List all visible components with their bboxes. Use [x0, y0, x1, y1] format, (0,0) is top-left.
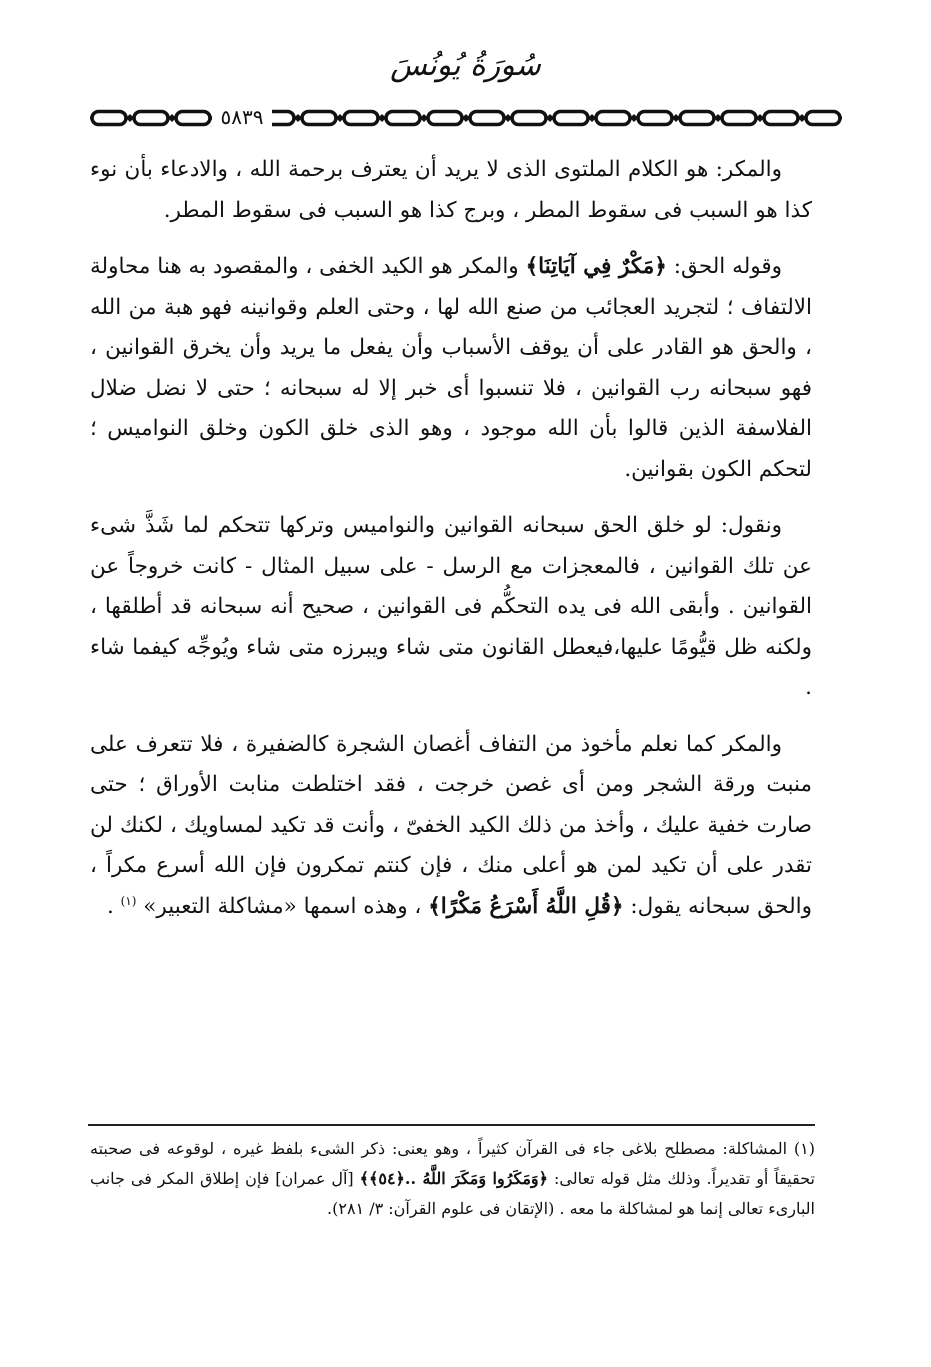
- paragraph-4-end: .: [106, 893, 121, 919]
- main-text: [90, 150, 812, 943]
- paragraph-4-tail: ، وهذه اسمها «مشاكلة التعبير»: [136, 893, 429, 919]
- paragraph-1: والمكر: هو الكلام الملتوى الذى لا يريد أن يعترف برحمة الله ، والادعاء بأن نوء كذا هو السبب فى سقوط المطر ، وبرج كذا هو السبب فى سقوط المطر.: [90, 157, 812, 223]
- paragraph-3: ونقول: لو خلق الحق سبحانه القوانين والنواميس وتركها تتحكم لما شَذَّ شىء عن تلك القوانين ، فالمعجزات مع الرسل - على سبيل المثال - كانت خروجاً عن القوانين . وأبقى الله فى يده التحكُّم فى القوانين ، صحيح أنه سبحانه قد أطلقها ، ولكنه ظل قيُّومًا عليها،فيعطل القانون متى شاء ويبرزه متى شاء ويُوجِّه كيفما شاء .: [90, 513, 812, 700]
- header-ornament-band: [88, 98, 844, 138]
- surah-title: سُورَةُ يُونُسَ: [390, 48, 541, 83]
- paragraph-4: [90, 725, 812, 928]
- footnote-text-end: [آل عمران] فإن إطلاق المكر فى جانب البارىء تعالى إنما هو لمشاكلة ما معه . (الإتقان فى علوم القرآن: ٣/ ٢٨١).: [90, 1169, 815, 1218]
- footnote: [90, 1134, 815, 1224]
- footnote-reference[interactable]: (١): [120, 893, 137, 908]
- paragraph-2: [90, 247, 812, 490]
- paragraph-4-body: والمكر كما نعلم مأخوذ من التفاف أغصان الشجرة كالضفيرة ، فلا تتعرف على منبت ورقة الشجر ومن أى غصن خرجت ، فقد اختلطت منابت الأوراق ؛ حتى صارت خفية عليك ، وأخذ من ذلك الكيد الخفىّ ، وأنت قد تكيد لمساويك ، لكنك لن تقدر على أن تكيد لمن هو أعلى منك ، فإن كنتم تمكرون فإن الله أسرع مكراً ، والحق سبحانه يقول:: [90, 731, 812, 919]
- footnote-paragraph: [90, 1134, 815, 1224]
- footnote-text: (١) المشاكلة: مصطلح بلاغى جاء فى القرآن كثيراً ، وهو يعنى: ذكر الشىء بلفظ غيره ، لوقوعه فى صحبته تحقيقاً أو تقديراً. وذلك مثل قوله تعالى:: [90, 1139, 816, 1188]
- quran-verse: ﴿قُلِ اللَّهُ أَسْرَعُ مَكْرًا﴾: [428, 893, 624, 919]
- footnote-verse: ﴿وَمَكَرُوا وَمَكَرَ اللَّهُ ..﴿٥٤﴾﴾: [359, 1169, 549, 1188]
- paragraph-2-body: والمكر هو الكيد الخفى ، والمقصود به هنا محاولة الالتفاف ؛ لتجريد العجائب من صنع الله لها ، وحتى العلم وقوانينه فهو هبة من الله ، والحق هو القادر على أن يوقف الأسباب وأن يفعل ما يريد وأن يخرق القوانين ، فهو سبحانه رب القوانين ، فلا تنسبوا أى خبر إلا له سبحانه ؛ حتى لا نضل ضلال الفلاسفة الذين قالوا بأن الله موجود ، وهو الذى خلق الكون وخلق النواميس ؛لتحكم الكون بقوانين.: [90, 254, 812, 482]
- paragraph-2-intro: وقوله الحق:: [666, 254, 783, 279]
- quran-verse: ﴿مَكْرٌ فِي آيَاتِنَا﴾: [525, 254, 667, 279]
- chain-ornament-icon: [88, 98, 844, 138]
- footnote-divider: [88, 1124, 815, 1126]
- page-number: ٥٨٣٩: [212, 102, 272, 132]
